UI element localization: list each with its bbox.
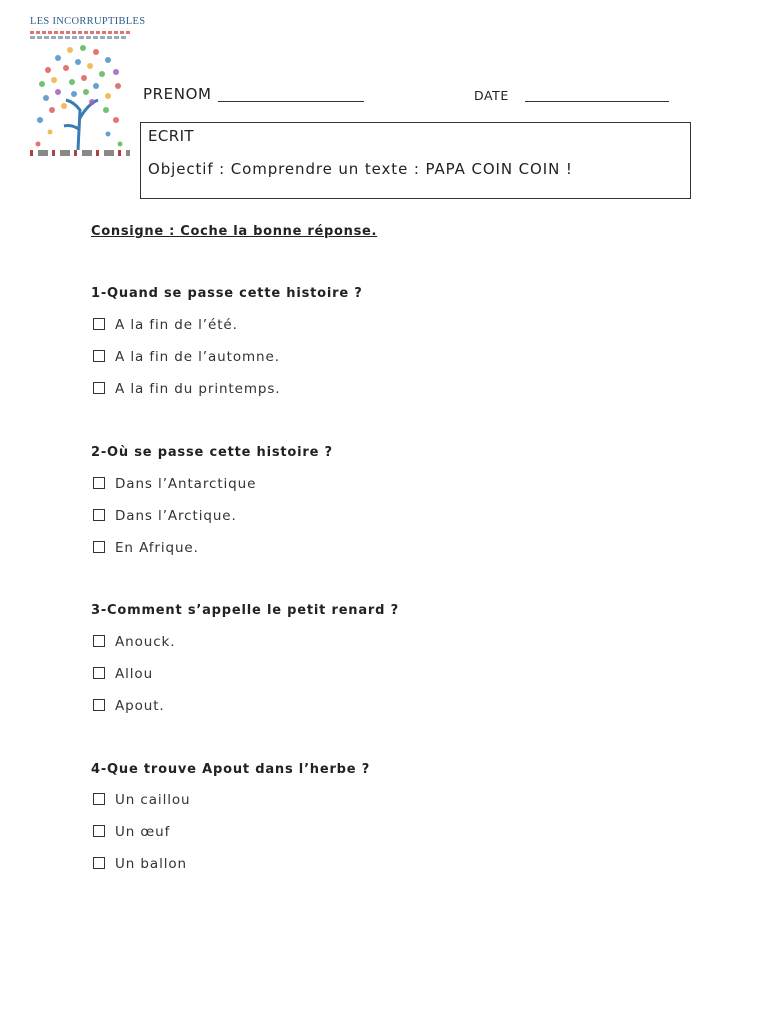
option-label: En Afrique. <box>115 540 199 556</box>
box-title: ECRIT <box>148 127 194 145</box>
option[interactable] <box>93 317 238 333</box>
option[interactable] <box>93 856 187 872</box>
option-label: Anouck. <box>115 634 176 650</box>
logo-footer <box>30 150 130 156</box>
checkbox[interactable] <box>93 382 105 394</box>
option[interactable] <box>93 666 153 682</box>
question-3: 3-Comment s’appelle le petit renard ? <box>91 603 399 618</box>
logo-tagline-2 <box>30 36 126 39</box>
prenom-line[interactable] <box>218 101 364 102</box>
logo-title: LES INCORRUPTIBLES <box>30 16 146 27</box>
checkbox[interactable] <box>93 793 105 805</box>
prenom-label: PRENOM <box>143 85 212 103</box>
instruction <box>91 224 377 239</box>
instruction-end: . <box>371 224 378 239</box>
checkbox[interactable] <box>93 350 105 362</box>
option-label: A la fin de l’été. <box>115 317 238 333</box>
option-label: A la fin du printemps. <box>115 381 281 397</box>
date-label: DATE <box>474 88 509 103</box>
option[interactable] <box>93 792 191 808</box>
option[interactable] <box>93 698 165 714</box>
checkbox[interactable] <box>93 699 105 711</box>
option-label: Apout. <box>115 698 165 714</box>
option-label: Dans l’Arctique. <box>115 508 237 524</box>
question-2: 2-Où se passe cette histoire ? <box>91 445 333 460</box>
checkbox[interactable] <box>93 825 105 837</box>
option[interactable] <box>93 349 280 365</box>
logo-tagline <box>30 31 130 34</box>
checkbox[interactable] <box>93 318 105 330</box>
option[interactable] <box>93 508 237 524</box>
checkbox[interactable] <box>93 857 105 869</box>
option-label: Dans l’Antarctique <box>115 476 257 492</box>
option-label: Un caillou <box>115 792 191 808</box>
option-label: Un ballon <box>115 856 187 872</box>
checkbox[interactable] <box>93 477 105 489</box>
option[interactable] <box>93 634 175 650</box>
question-1: 1-Quand se passe cette histoire ? <box>91 286 363 301</box>
checkbox[interactable] <box>93 667 105 679</box>
checkbox[interactable] <box>93 635 105 647</box>
option-label: Allou <box>115 666 154 682</box>
logo <box>28 14 146 160</box>
option[interactable] <box>93 540 199 556</box>
objective-text: Objectif : Comprendre un texte : PAPA COIN COIN ! <box>148 160 573 178</box>
question-4: 4-Que trouve Apout dans l’herbe ? <box>91 762 371 777</box>
option[interactable] <box>93 824 170 840</box>
date-line[interactable] <box>525 101 669 102</box>
instruction-text: Consigne : Coche la bonne réponse <box>91 224 372 239</box>
tree-illustration-icon <box>28 40 132 152</box>
checkbox[interactable] <box>93 509 105 521</box>
objective-box <box>140 122 691 199</box>
checkbox[interactable] <box>93 541 105 553</box>
option[interactable] <box>93 381 280 397</box>
option-label: A la fin de l’automne. <box>115 349 280 365</box>
option[interactable] <box>93 476 256 492</box>
option-label: Un œuf <box>115 824 171 840</box>
